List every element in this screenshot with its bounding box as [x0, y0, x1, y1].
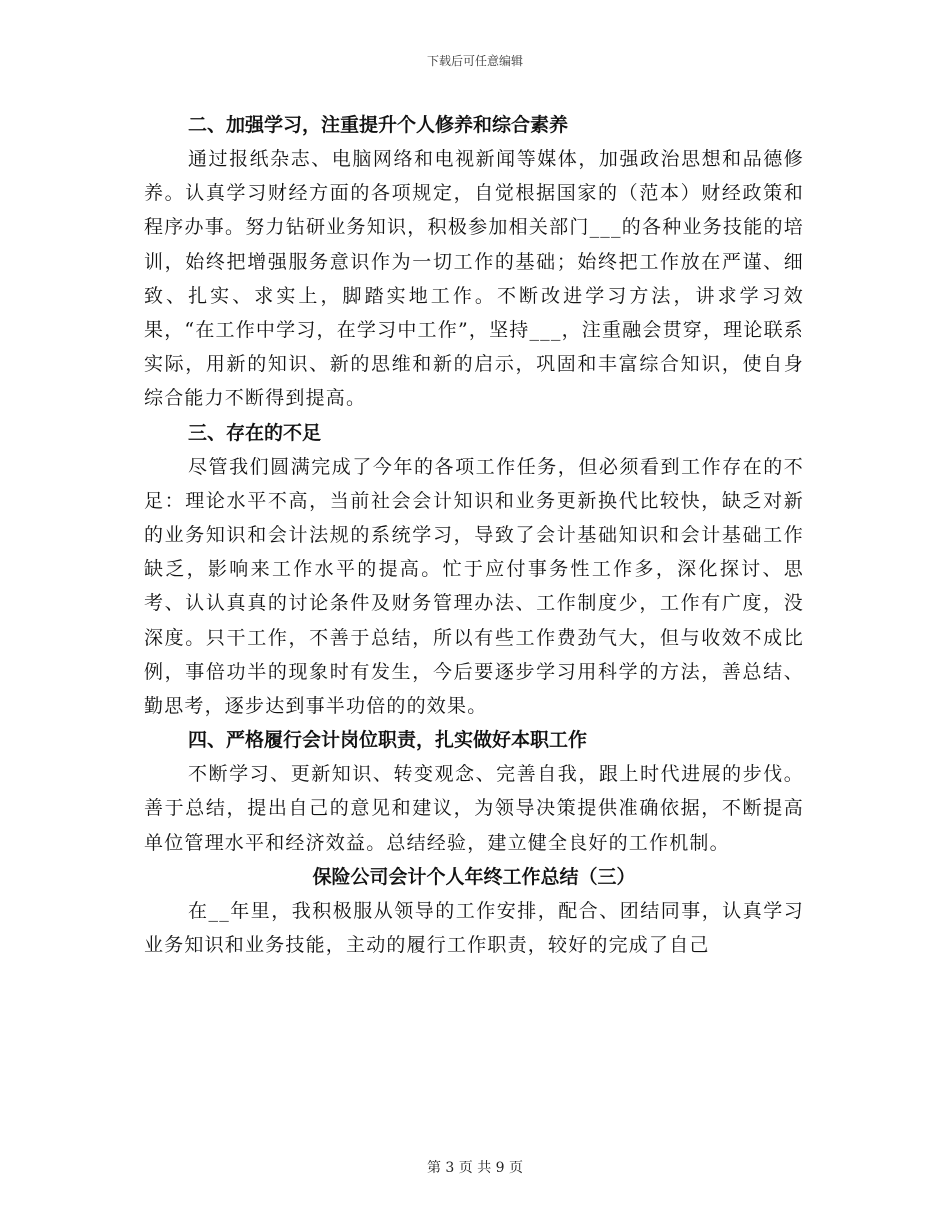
section-paragraph-4: 不断学习、更新知识、转变观念、完善自我，跟上时代进展的步伐。善于总结，提出自己的意见和建议，为领导决策提供准确依据，不断提高单位管理水平和经济效益。总结经验，建立健全良好的工作机制。 [144, 763, 804, 854]
page-number: 第 3 页 共 9 页 [426, 1160, 524, 1176]
document-title: 保险公司会计个人年终工作总结（三） [312, 865, 636, 888]
section-paragraph-3: 尽管我们圆满完成了今年的各项工作任务，但必须看到工作存在的不足：理论水平不高，当前社会会计知识和业务更新换代比较快，缺乏对新的业务知识和会计法规的系统学习，导致了会计基础知识和会计基础工作缺乏，影响来工作水平的提高。忙于应付事务性工作多，深化探讨、思考、认认真真的讨论条件及财务管理办法、工作制度少，工作有广度，没深度。只干工作，不善于总结，所以有些工作费劲气大，但与收效不成比例，事倍功半的现象时有发生，今后要逐步学习用科学的方法，善总结、勤思考，逐步达到事半功倍的的效果。 [144, 455, 804, 718]
document-body [144, 108, 804, 962]
section-paragraph-2: 通过报纸杂志、电脑网络和电视新闻等媒体，加强政治思想和品德修养。认真学习财经方面的各项规定，自觉根据国家的（范本）财经政策和程序办事。努力钻研业务知识，积极参加相关部门___的各种业务技能的培训，始终把增强服务意识作为一切工作的基础；始终把工作放在严谨、细致、扎实、求实上，脚踏实地工作。不断改进学习方法，讲求学习效果，“在工作中学习，在学习中工作”，坚持___，注重融会贯穿，理论联系实际，用新的知识、新的思维和新的启示，巩固和丰富综合知识，使自身综合能力不断得到提高。 [144, 148, 804, 410]
section-heading-3: 三、存在的不足 [188, 421, 322, 444]
closing-paragraph: 在__年里，我积极服从领导的工作安排，配合、团结同事，认真学习业务知识和业务技能，主动的履行工作职责，较好的完成了自己 [144, 899, 804, 957]
section-heading-4: 四、严格履行会计岗位职责，扎实做好本职工作 [188, 729, 588, 752]
section-heading-2: 二、加强学习，注重提升个人修养和综合素养 [188, 114, 569, 136]
page-header: 下载后可任意编辑 [426, 54, 523, 68]
